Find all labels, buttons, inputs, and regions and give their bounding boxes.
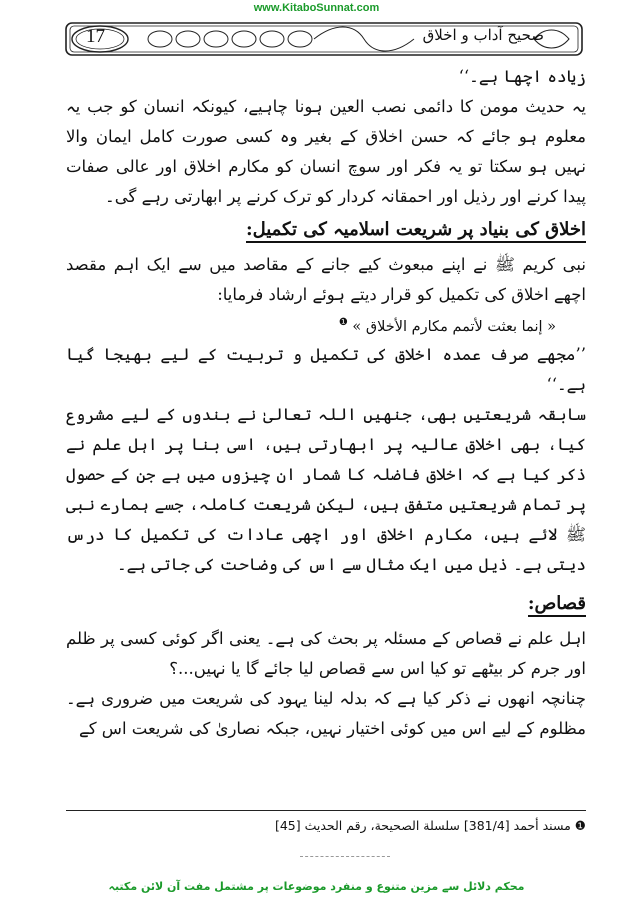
- arabic-hadith: [66, 310, 586, 340]
- footnote-marker: ❶: [574, 818, 586, 833]
- heading-1-text: اخلاق کی بنیاد پر شریعت اسلامیہ کی تکمیل:: [246, 219, 586, 243]
- running-title: صحیح آداب و اخلاق: [422, 26, 544, 44]
- footnote-text: مسند أحمد [381/4] سلسلة الصحيحة، رقم الحديث [45]: [274, 818, 571, 833]
- arabic-text: « إنما بعثت لأتمم مكارم الأخلاق »: [352, 318, 556, 335]
- footnote: [66, 815, 586, 837]
- paragraph-1: زیادہ اچھا ہے۔‘‘: [458, 67, 586, 86]
- section-heading-akhlaq: [66, 214, 586, 246]
- site-url: www.KitaboSunnat.com: [253, 2, 380, 14]
- footer-tagline: محکم دلائل سے مزین متنوع و منفرد موضوعات پر مشتمل مفت آن لائن مکتبہ: [108, 880, 525, 893]
- paragraph-5: سابقہ شریعتیں بھی، جنھیں اللہ تعالیٰ نے بندوں کے لیے مشروع کیا، بھی اخلاق عالیہ پر ابھارتی ہیں، اسی بنا پر اہل علم نے ذکر کیا ہے کہ اخلاق فاضلہ کا شمار ان چیزوں میں ہے جن کے حصول پر تمام شریعتیں متفق ہیں، لیکن شریعت کاملہ، جسے ہمارے نبی ﷺ لائے ہیں، مکارم اخلاق اور اچھی عادات کی تکمیل کا درس دیتی ہے۔ ذیل میں ایک مثال سے اس کی وضاحت کی جاتی ہے۔: [66, 404, 586, 574]
- page-header: [64, 17, 584, 59]
- footnote-ref[interactable]: ❶: [338, 317, 348, 328]
- paragraph-3: نبی کریم ﷺ نے اپنے مبعوث کیے جانے کے مقاصد میں سے ایک اہم مقصد اچھے اخلاق کی تکمیل کو قرار دیتے ہوئے ارشاد فرمایا:: [66, 255, 586, 304]
- paragraph-4: ’’مجھے صرف عمدہ اخلاق کی تکمیل و تربیت کے لیے بھیجا گیا ہے۔‘‘: [66, 344, 586, 394]
- paragraph-6: اہل علم نے قصاص کے مسئلہ پر بحث کی ہے۔ یعنی اگر کوئی کسی پر ظلم اور جرم کر بیٹھے تو کیا اس سے قصاص لیا جائے گا یا نہیں...؟: [66, 628, 586, 678]
- footnote-divider: [66, 810, 586, 811]
- section-heading-qisas: [66, 588, 586, 620]
- paragraph-2: یہ حدیث مومن کا دائمی نصب العین ہونا چاہیے، کیونکہ انسان کو جب یہ معلوم ہو جائے کہ حسن اخلاق کے بغیر وہ کسی صورت کامل ایمان والا نہیں ہو سکتا تو یہ فکر اور سوچ انسان کو مکارم اخلاق اور عالی صفات پیدا کرنے اور رذیل اور احمقانہ کردار کو ترک کرنے پر ابھارتی رہے گی۔: [66, 97, 586, 206]
- page-body: [66, 62, 586, 744]
- footer-divider: [300, 856, 390, 857]
- page-number: 17: [86, 26, 105, 47]
- heading-2-text: قصاص:: [528, 593, 586, 617]
- paragraph-7: چنانچہ انھوں نے ذکر کیا ہے کہ بدلہ لینا یہود کی شریعت میں ضروری ہے۔ مظلوم کے لیے اس میں کوئی اختیار نہیں، جبکہ نصاریٰ کی شریعت اس کے: [66, 688, 586, 738]
